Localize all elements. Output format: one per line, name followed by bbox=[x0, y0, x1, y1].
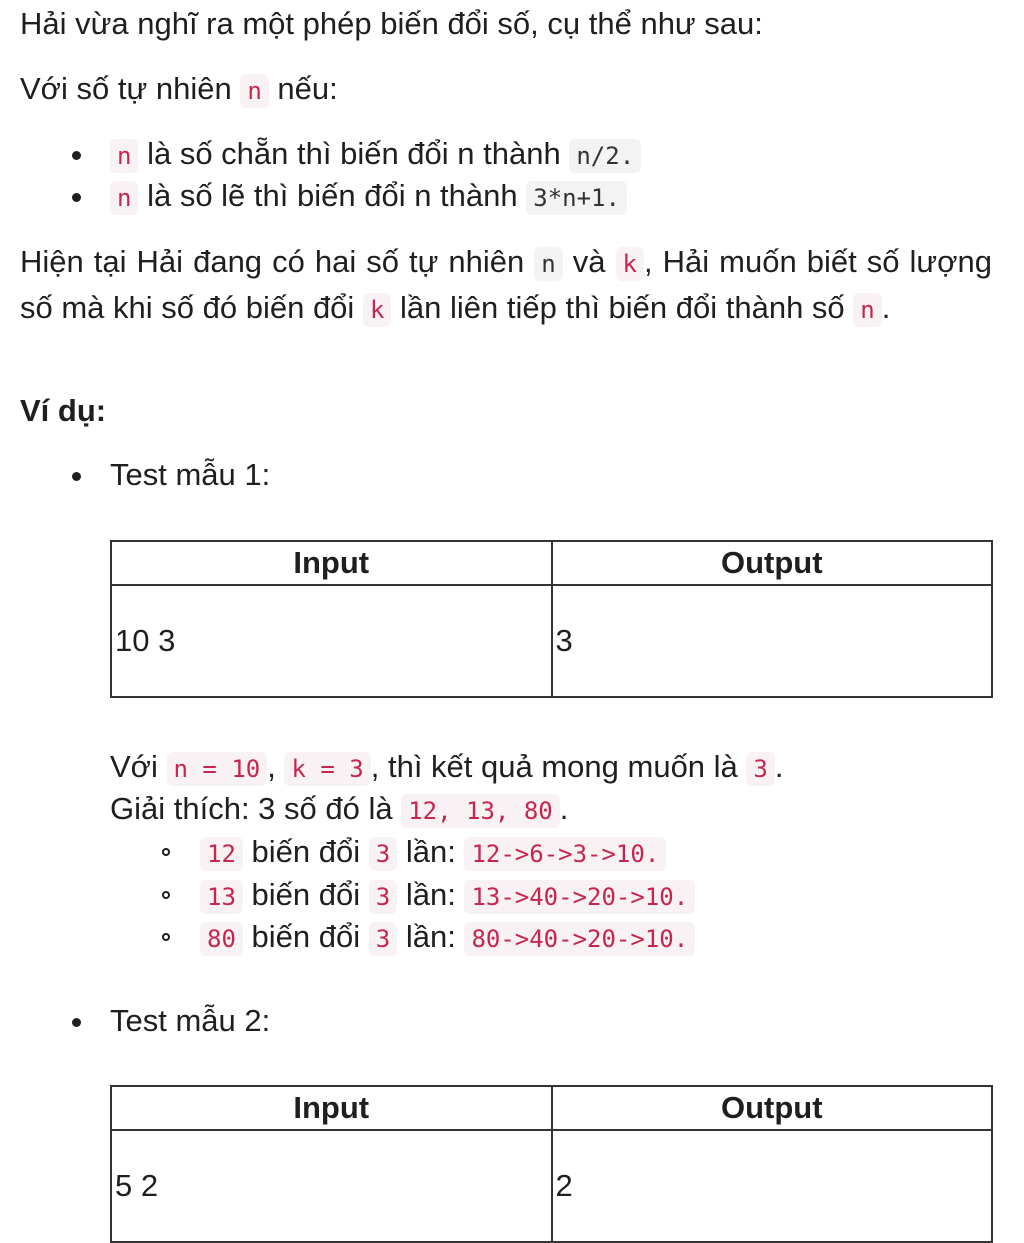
step-k: 3 bbox=[369, 922, 397, 956]
examples-heading: Ví dụ: bbox=[20, 393, 107, 428]
rule-even bbox=[110, 134, 641, 176]
step-num: 80 bbox=[200, 922, 243, 956]
step-k: 3 bbox=[369, 837, 397, 871]
header-output: Output bbox=[552, 1086, 993, 1130]
bullet bbox=[72, 193, 81, 202]
test1-label: Test mẫu 1: bbox=[110, 457, 271, 492]
var-n: n bbox=[110, 139, 138, 173]
test2-table bbox=[110, 1085, 993, 1243]
var-n: n bbox=[110, 181, 138, 215]
step-item bbox=[200, 832, 666, 874]
var-k: k bbox=[616, 247, 644, 281]
var-n: n bbox=[853, 293, 881, 327]
cell-output: 2 bbox=[552, 1130, 993, 1242]
expl-text: . bbox=[774, 749, 784, 784]
step-item bbox=[200, 917, 695, 959]
result-value: 3 bbox=[746, 752, 774, 786]
test1-explanation bbox=[110, 747, 784, 789]
rule-text: là số lẽ thì biến đổi n thành bbox=[147, 178, 518, 213]
expl-text: , bbox=[267, 749, 276, 784]
table-row bbox=[111, 585, 992, 697]
step-k: 3 bbox=[369, 880, 397, 914]
test1-table bbox=[110, 540, 993, 698]
step-text: biến đổi bbox=[251, 877, 361, 912]
rule-text: là số chẵn thì biến đổi n thành bbox=[147, 136, 561, 171]
cell-input: 5 2 bbox=[111, 1130, 552, 1242]
task-text: và bbox=[572, 244, 606, 279]
test2-label: Test mẫu 2: bbox=[110, 1003, 271, 1038]
sub-bullet bbox=[162, 933, 170, 941]
step-text: biến đổi bbox=[251, 834, 361, 869]
condition-line bbox=[20, 69, 338, 111]
var-k: k bbox=[363, 293, 391, 327]
step-num: 12 bbox=[200, 837, 243, 871]
step-text: biến đổi bbox=[251, 919, 361, 954]
giai-nums: 12, 13, 80 bbox=[401, 794, 560, 828]
bullet bbox=[72, 1018, 81, 1027]
var-n: n bbox=[534, 247, 562, 281]
step-seq: 80->40->20->10. bbox=[464, 922, 695, 956]
rule-result: 3*n+1. bbox=[526, 181, 627, 215]
giai-text: Giải thích: 3 số đó là bbox=[110, 791, 393, 826]
condition-suffix: nếu: bbox=[277, 71, 338, 106]
test1-giai-thich bbox=[110, 789, 568, 831]
bullet bbox=[72, 472, 81, 481]
step-text: lần: bbox=[405, 919, 456, 954]
sub-bullet bbox=[162, 848, 170, 856]
intro-text: Hải vừa nghĩ ra một phép biến đổi số, cụ thể như sau: bbox=[20, 6, 763, 41]
header-input: Input bbox=[111, 541, 552, 585]
task-text: Hiện tại Hải đang có hai số tự nhiên bbox=[20, 244, 525, 279]
k-value: k = 3 bbox=[284, 752, 370, 786]
table-header-row bbox=[111, 1086, 992, 1130]
task-text: lần liên tiếp thì biến đổi thành số bbox=[400, 290, 845, 325]
step-text: lần: bbox=[405, 877, 456, 912]
task-text: , Hải muốn biết số lượng số mà khi số đó biến đổi bbox=[20, 244, 992, 325]
header-input: Input bbox=[111, 1086, 552, 1130]
table-row bbox=[111, 1130, 992, 1242]
rule-result: n/2. bbox=[569, 139, 641, 173]
expl-text: Với bbox=[110, 749, 158, 784]
header-output: Output bbox=[552, 541, 993, 585]
cell-input: 10 3 bbox=[111, 585, 552, 697]
expl-text: , thì kết quả mong muốn là bbox=[370, 749, 738, 784]
step-seq: 12->6->3->10. bbox=[464, 837, 666, 871]
cell-output: 3 bbox=[552, 585, 993, 697]
rule-odd bbox=[110, 176, 627, 218]
bullet bbox=[72, 151, 81, 160]
step-item bbox=[200, 875, 695, 917]
n-value: n = 10 bbox=[167, 752, 268, 786]
task-text: . bbox=[881, 290, 891, 325]
step-text: lần: bbox=[405, 834, 456, 869]
condition-prefix: Với số tự nhiên bbox=[20, 71, 232, 106]
var-n: n bbox=[240, 74, 268, 108]
sub-bullet bbox=[162, 891, 170, 899]
step-num: 13 bbox=[200, 880, 243, 914]
giai-text: . bbox=[559, 791, 569, 826]
table-header-row bbox=[111, 541, 992, 585]
step-seq: 13->40->20->10. bbox=[464, 880, 695, 914]
task-paragraph bbox=[20, 240, 992, 332]
